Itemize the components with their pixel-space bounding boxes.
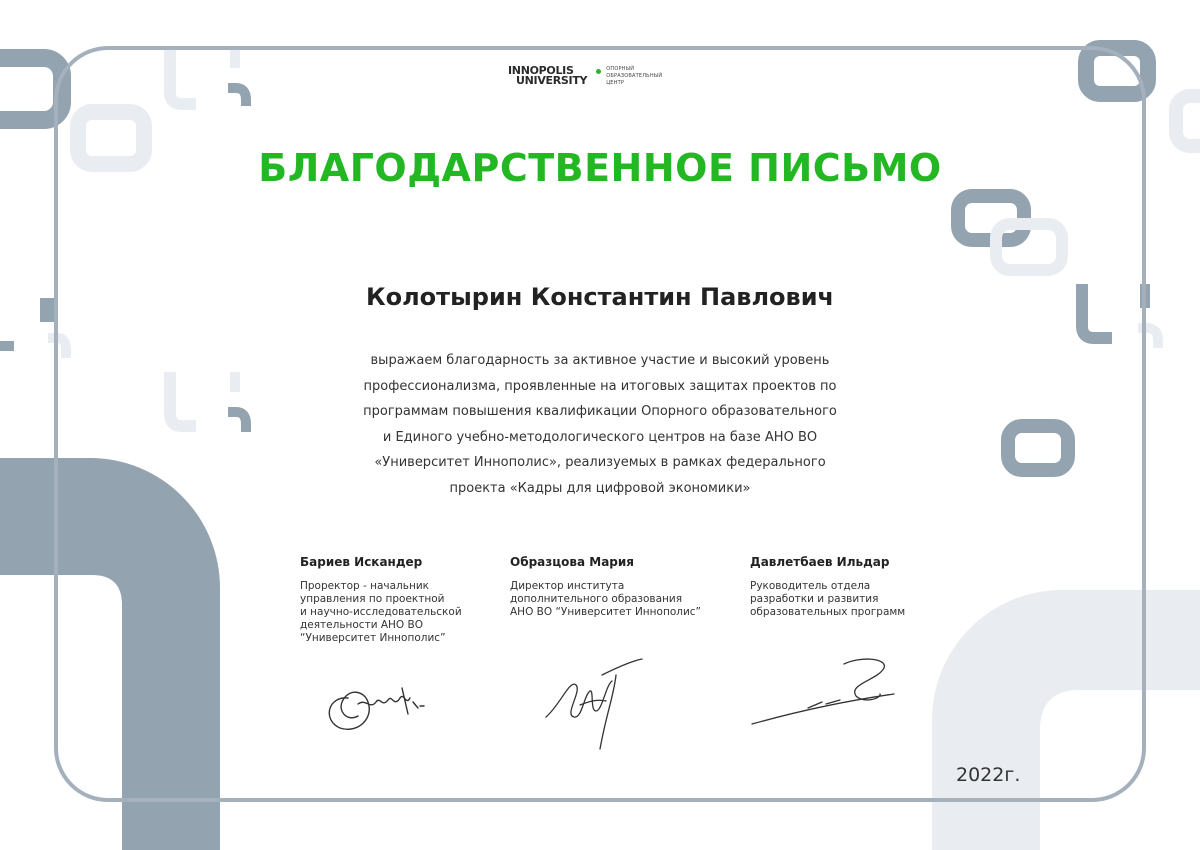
signer-block [300,555,462,645]
role-line: “Университет Иннополис” [300,632,446,644]
text-line: «Университет Иннополис», реализуемых в рамках федерального [374,455,826,470]
role-line: и научно-исследовательской [300,606,462,618]
role-line: деятельности АНО ВО [300,619,424,631]
logo-center-line: ОБРАЗОВАТЕЛЬНЫЙ [606,73,663,79]
signature-image [318,668,428,738]
gratitude-text [340,348,860,501]
signature-image [748,654,898,730]
signer-block [750,555,905,619]
signer-role [300,580,462,645]
logo-wordmark [508,66,587,86]
signer-name: Образцова Мария [510,555,634,569]
logo-dot-icon [596,69,601,74]
recipient-name: Колотырин Константин Павлович [366,283,834,311]
role-line: Проректор - начальник [300,580,429,592]
document-year: 2022г. [956,764,1021,786]
text-line: программам повышения квалификации Опорного образовательного [363,404,837,419]
signer-block [510,555,701,619]
signature-image [540,655,650,755]
text-line: проекта «Кадры для цифровой экономики» [449,480,751,496]
logo-center-label [606,66,662,87]
logo-center-line: ЦЕНТР [606,80,625,86]
logo-line: INNOPOLIS [508,64,574,77]
role-line: образовательных программ [750,606,906,618]
signer-name: Бариев Искандер [300,555,423,569]
role-line: управления по проектной [300,593,445,605]
ring-shape [1176,96,1200,146]
role-line: дополнительного образования [510,593,683,605]
role-line: разработки и развития [750,593,879,605]
text-line: профессионализма, проявленные на итоговых защитах проектов по [363,378,837,394]
logo-center-line: ОПОРНЫЙ [606,66,635,72]
document-title: БЛАГОДАРСТВЕННОЕ ПИСЬМО [258,146,942,190]
role-line: Директор института [510,580,625,592]
signer-name: Давлетбаев Ильдар [750,555,890,569]
text-line: и Единого учебно-методологического центров на базе АНО ВО [382,429,818,445]
logo-line: UNIVERSITY [516,74,588,87]
university-logo [508,66,662,87]
signer-role [750,580,905,619]
role-line: АНО ВО “Университет Иннополис” [510,606,701,618]
signer-role [510,580,701,619]
text-line: выражаем благодарность за активное участие и высокий уровень [370,353,830,368]
role-line: Руководитель отдела [750,580,871,592]
ring-shape [0,58,62,120]
